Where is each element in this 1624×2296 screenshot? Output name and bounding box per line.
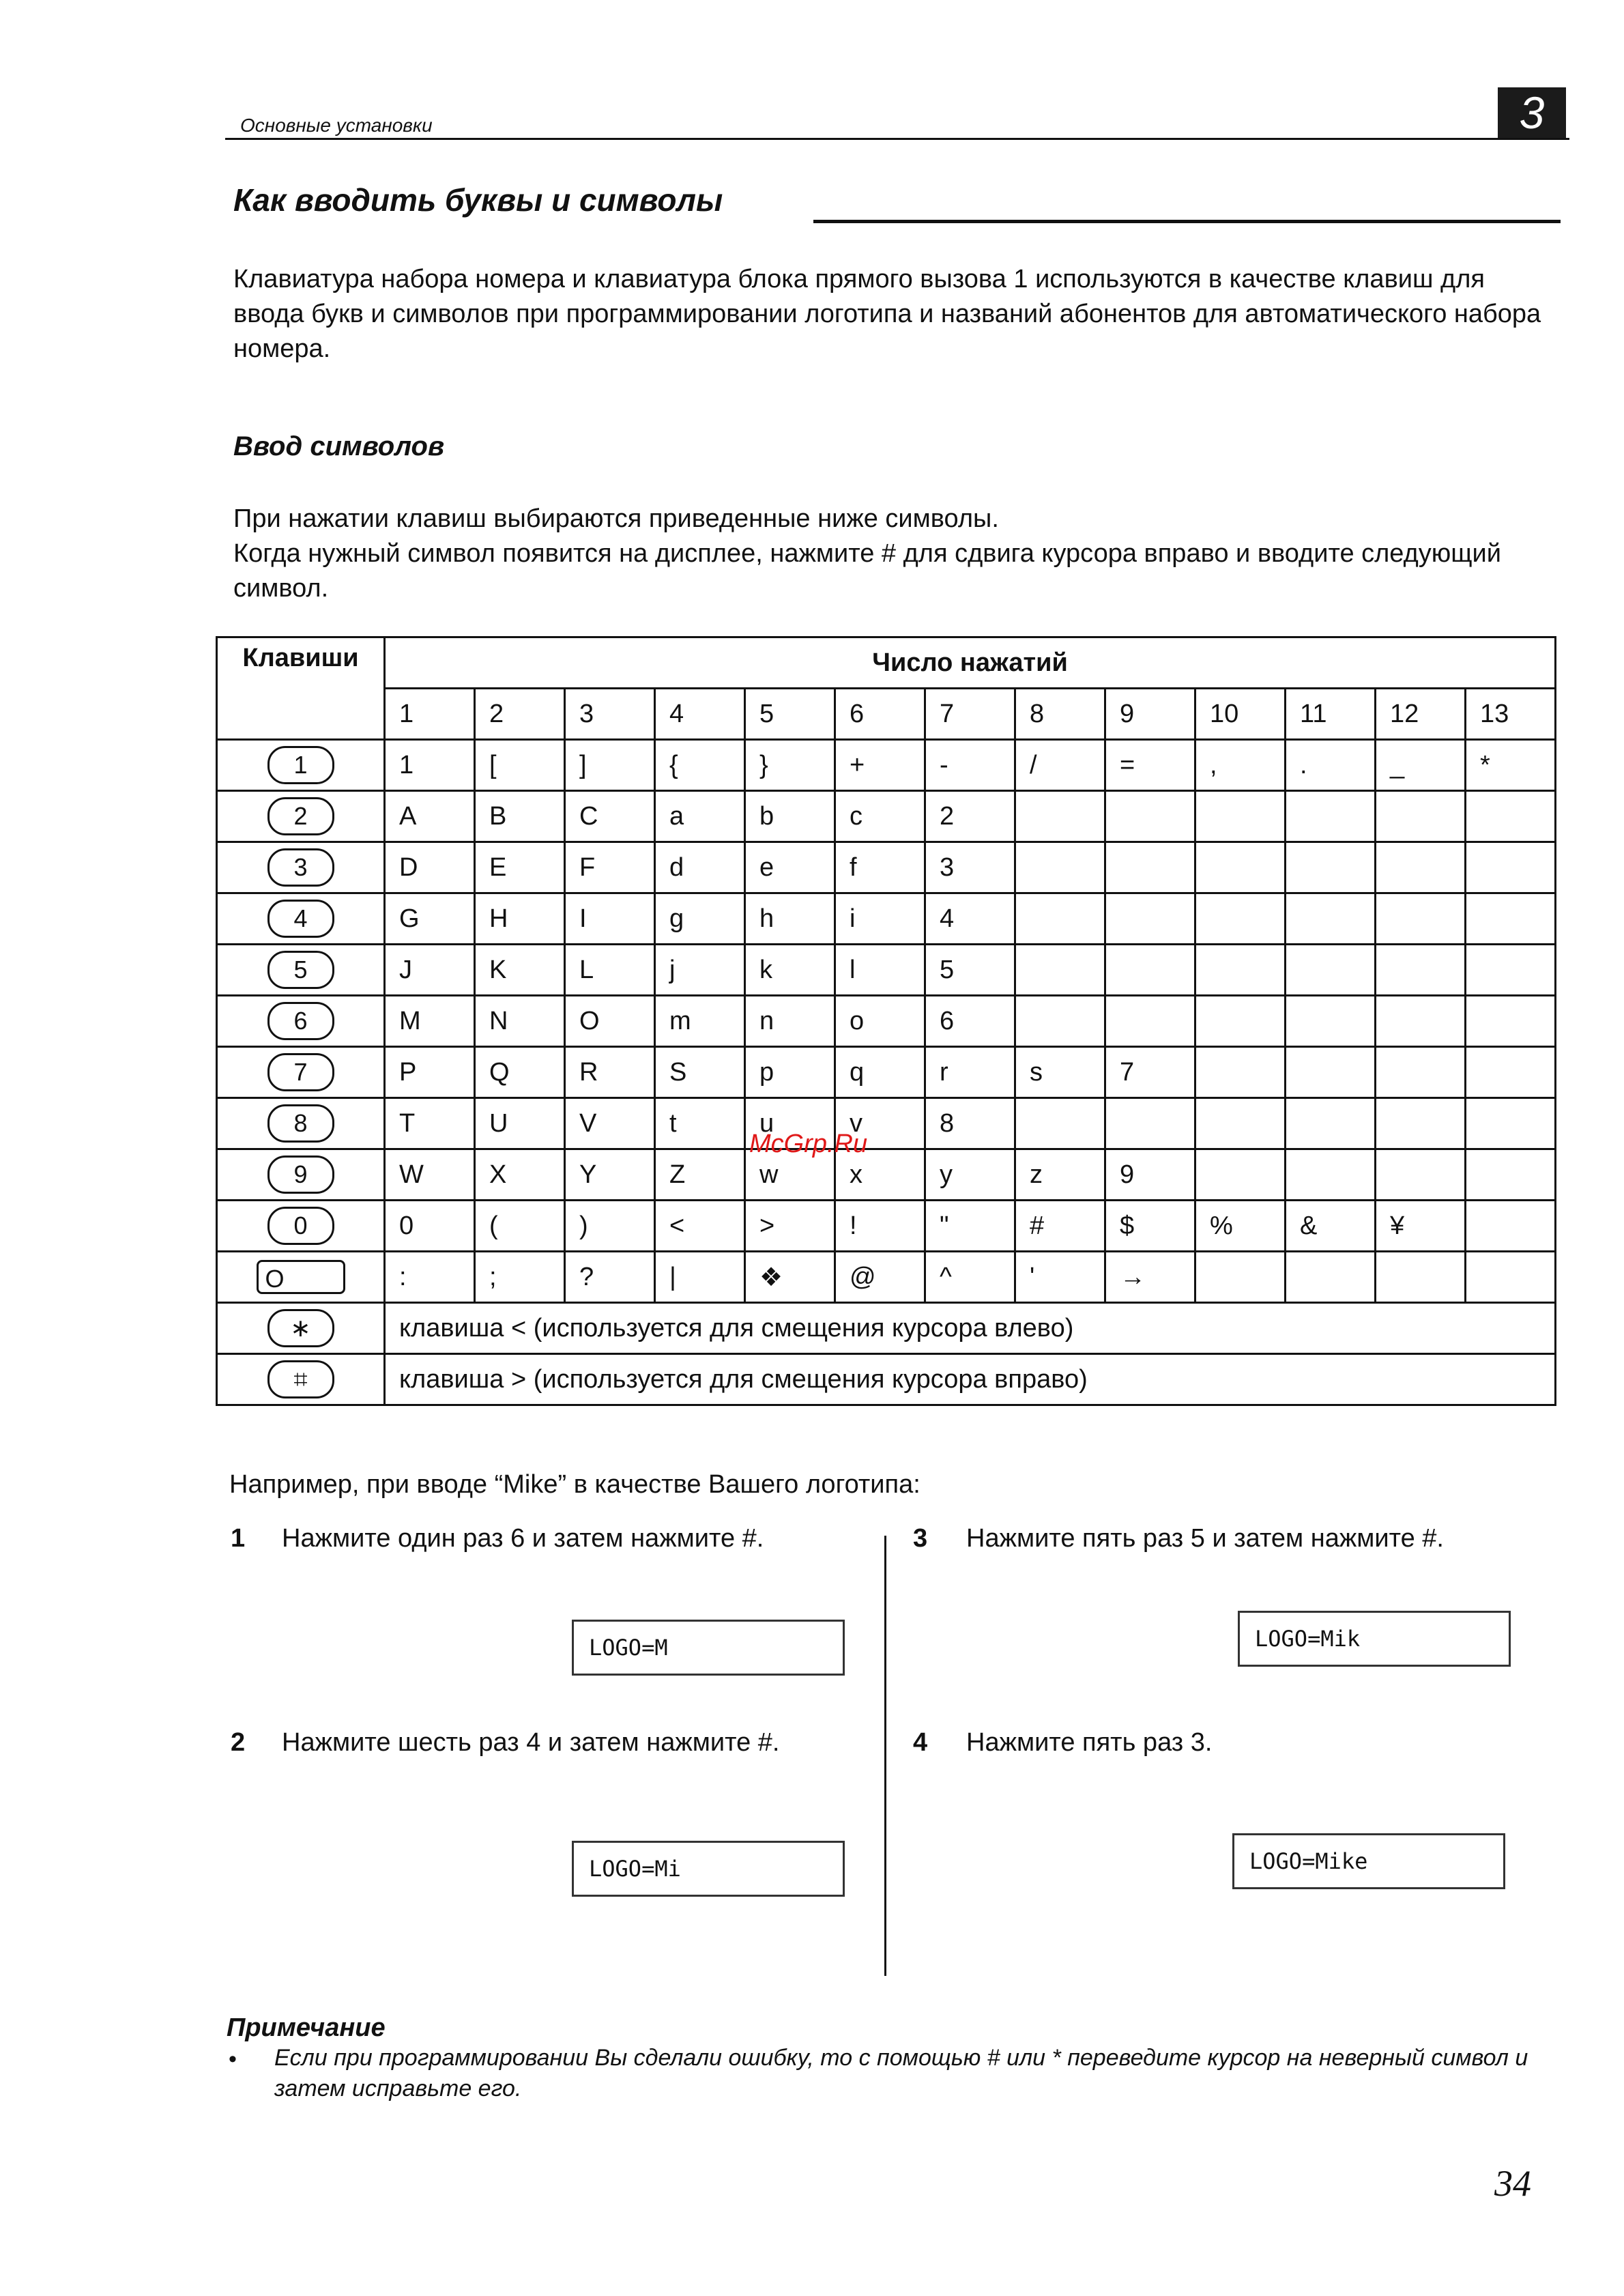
table-cell: - bbox=[925, 740, 1015, 791]
key-7-button-icon: 7 bbox=[267, 1053, 334, 1091]
table-cell bbox=[1015, 842, 1105, 893]
table-cell bbox=[1466, 996, 1556, 1047]
table-cell: B bbox=[475, 791, 565, 842]
table-cell: J bbox=[385, 945, 475, 996]
table-cell: e bbox=[745, 842, 835, 893]
table-cell bbox=[1015, 893, 1105, 945]
table-cell: ❖ bbox=[745, 1252, 835, 1303]
table-cell: h bbox=[745, 893, 835, 945]
count-cell: 3 bbox=[565, 689, 655, 740]
table-cell: , bbox=[1195, 740, 1286, 791]
key-9-button-icon: 9 bbox=[267, 1156, 334, 1194]
step-2-number: 2 bbox=[231, 1728, 246, 1757]
table-row bbox=[217, 740, 1556, 791]
table-cell: N bbox=[475, 996, 565, 1047]
intro-paragraph: Клавиатура набора номера и клавиатура блока прямого вызова 1 используются в качестве клавиш для ввода букв и символов при программировании логотипа и названий абонентов для автоматического набора номера. bbox=[233, 265, 1541, 363]
table-cell: & bbox=[1286, 1201, 1376, 1252]
key-cell bbox=[217, 1201, 385, 1252]
key-5-button-icon: 5 bbox=[267, 951, 334, 989]
table-cell: 8 bbox=[925, 1098, 1015, 1149]
table-cell: 4 bbox=[925, 893, 1015, 945]
table-cell: r bbox=[925, 1047, 1015, 1098]
count-cell: 2 bbox=[475, 689, 565, 740]
table-cell: D bbox=[385, 842, 475, 893]
hash-key-cell bbox=[217, 1354, 385, 1405]
table-cell: 0 bbox=[385, 1201, 475, 1252]
step-4-number: 4 bbox=[913, 1728, 928, 1757]
column-divider bbox=[884, 1536, 886, 1976]
note-text: Если при программировании Вы сделали ошибку, то с помощью # или * переведите курсор на неверный символ и затем исправьте его. bbox=[274, 2045, 1528, 2101]
table-cell: * bbox=[1466, 740, 1556, 791]
section-label: Основные установки bbox=[240, 115, 433, 136]
table-cell: 5 bbox=[925, 945, 1015, 996]
table-row bbox=[217, 1047, 1556, 1098]
table-cell: I bbox=[565, 893, 655, 945]
key-4-button-icon: 4 bbox=[267, 900, 334, 938]
table-row bbox=[217, 842, 1556, 893]
table-cell: n bbox=[745, 996, 835, 1047]
table-cell: w bbox=[745, 1149, 835, 1201]
table-row bbox=[217, 1201, 1556, 1252]
table-row bbox=[217, 945, 1556, 996]
key-1-button-icon: 1 bbox=[267, 746, 334, 784]
description-line-2: Когда нужный символ появится на дисплее, нажмите # для сдвига курсора вправо и вводите следующий символ. bbox=[233, 539, 1501, 603]
table-cell: M bbox=[385, 996, 475, 1047]
table-cell: W bbox=[385, 1149, 475, 1201]
table-cell bbox=[1376, 791, 1466, 842]
table-cell bbox=[1286, 1047, 1376, 1098]
table-cell: S bbox=[655, 1047, 745, 1098]
table-cell: ] bbox=[565, 740, 655, 791]
table-cell: q bbox=[835, 1047, 925, 1098]
table-cell bbox=[1105, 1098, 1195, 1149]
keys-header: Клавиши bbox=[217, 637, 385, 740]
table-cell bbox=[1286, 1149, 1376, 1201]
table-cell: ' bbox=[1015, 1252, 1105, 1303]
description bbox=[233, 502, 1557, 606]
table-cell bbox=[1195, 945, 1286, 996]
key-cell bbox=[217, 1252, 385, 1303]
table-cell: U bbox=[475, 1098, 565, 1149]
table-cell bbox=[1466, 1201, 1556, 1252]
step-2-text: Нажмите шесть раз 4 и затем нажмите #. bbox=[282, 1728, 780, 1757]
table-cell bbox=[1015, 996, 1105, 1047]
table-cell: R bbox=[565, 1047, 655, 1098]
table-cell bbox=[1286, 1098, 1376, 1149]
table-cell: d bbox=[655, 842, 745, 893]
table-cell bbox=[1015, 791, 1105, 842]
table-row bbox=[217, 996, 1556, 1047]
key-cell bbox=[217, 893, 385, 945]
table-cell: g bbox=[655, 893, 745, 945]
table-cell bbox=[1376, 1098, 1466, 1149]
table-cell bbox=[1466, 945, 1556, 996]
table-cell: ! bbox=[835, 1201, 925, 1252]
count-cell: 12 bbox=[1376, 689, 1466, 740]
key-o-button-icon: O bbox=[257, 1260, 345, 1294]
hash-row bbox=[217, 1354, 1556, 1405]
table-cell: y bbox=[925, 1149, 1015, 1201]
note-bullet: • bbox=[229, 2046, 237, 2072]
star-row bbox=[217, 1303, 1556, 1354]
table-cell bbox=[1286, 1252, 1376, 1303]
step-1-text: Нажмите один раз 6 и затем нажмите #. bbox=[282, 1524, 764, 1553]
table-cell bbox=[1286, 945, 1376, 996]
step-4-text: Нажмите пять раз 3. bbox=[966, 1728, 1213, 1757]
key-cell bbox=[217, 1149, 385, 1201]
count-cell: 13 bbox=[1466, 689, 1556, 740]
table-cell: P bbox=[385, 1047, 475, 1098]
star-description: клавиша < (используется для смещения курсора влево) bbox=[385, 1303, 1556, 1354]
table-cell bbox=[1286, 996, 1376, 1047]
table-cell: l bbox=[835, 945, 925, 996]
table-cell: v bbox=[835, 1098, 925, 1149]
table-cell: Y bbox=[565, 1149, 655, 1201]
step-3-text: Нажмите пять раз 5 и затем нажмите #. bbox=[966, 1524, 1444, 1553]
page-title: Как вводить буквы и символы bbox=[233, 182, 723, 218]
table-cell: _ bbox=[1376, 740, 1466, 791]
table-cell bbox=[1466, 842, 1556, 893]
count-cell: 1 bbox=[385, 689, 475, 740]
step-1-number: 1 bbox=[231, 1524, 246, 1553]
table-cell: A bbox=[385, 791, 475, 842]
table-cell bbox=[1286, 791, 1376, 842]
table-cell: s bbox=[1015, 1047, 1105, 1098]
table-cell: G bbox=[385, 893, 475, 945]
table-cell bbox=[1015, 945, 1105, 996]
key-cell bbox=[217, 740, 385, 791]
table-cell bbox=[1105, 893, 1195, 945]
table-row bbox=[217, 1252, 1556, 1303]
table-cell: o bbox=[835, 996, 925, 1047]
table-cell: z bbox=[1015, 1149, 1105, 1201]
table-cell bbox=[1195, 1252, 1286, 1303]
table-cell: V bbox=[565, 1098, 655, 1149]
key-cell bbox=[217, 842, 385, 893]
table-cell bbox=[1015, 1098, 1105, 1149]
table-cell: + bbox=[835, 740, 925, 791]
table-cell: c bbox=[835, 791, 925, 842]
table-cell: $ bbox=[1105, 1201, 1195, 1252]
count-cell: 9 bbox=[1105, 689, 1195, 740]
chapter-badge: 3 bbox=[1498, 87, 1566, 138]
table-cell: i bbox=[835, 893, 925, 945]
note-title: Примечание bbox=[227, 2013, 386, 2042]
watermark: McGrp.Ru bbox=[749, 1130, 868, 1158]
table-cell: Z bbox=[655, 1149, 745, 1201]
table-row bbox=[217, 1149, 1556, 1201]
table-cell: O bbox=[565, 996, 655, 1047]
section-subtitle: Ввод символов bbox=[233, 431, 445, 461]
table-cell: X bbox=[475, 1149, 565, 1201]
table-cell bbox=[1195, 1098, 1286, 1149]
table-cell bbox=[1466, 1252, 1556, 1303]
count-cell: 7 bbox=[925, 689, 1015, 740]
table-cell: j bbox=[655, 945, 745, 996]
table-cell: → bbox=[1105, 1252, 1195, 1303]
table-cell: m bbox=[655, 996, 745, 1047]
table-cell: ¥ bbox=[1376, 1201, 1466, 1252]
table-cell: 1 bbox=[385, 740, 475, 791]
example-intro: Например, при вводе “Mike” в качестве Вашего логотипа: bbox=[229, 1470, 920, 1499]
hash-description: клавиша > (используется для смещения курсора вправо) bbox=[385, 1354, 1556, 1405]
step-3-number: 3 bbox=[913, 1524, 928, 1553]
page-number: 34 bbox=[1494, 2163, 1531, 2204]
step-1-display: LOGO=M bbox=[572, 1620, 845, 1676]
count-cell: 10 bbox=[1195, 689, 1286, 740]
table-cell bbox=[1286, 842, 1376, 893]
table-cell bbox=[1195, 842, 1286, 893]
table-cell bbox=[1195, 893, 1286, 945]
table-cell: F bbox=[565, 842, 655, 893]
table-cell: Q bbox=[475, 1047, 565, 1098]
description-line-1: При нажатии клавиш выбираются приведенные ниже символы. bbox=[233, 504, 999, 533]
table-cell: T bbox=[385, 1098, 475, 1149]
table-cell: < bbox=[655, 1201, 745, 1252]
table-cell: . bbox=[1286, 740, 1376, 791]
table-cell bbox=[1195, 1047, 1286, 1098]
key-0-button-icon: 0 bbox=[267, 1207, 334, 1245]
table-cell: k bbox=[745, 945, 835, 996]
table-cell: @ bbox=[835, 1252, 925, 1303]
key-6-button-icon: 6 bbox=[267, 1002, 334, 1040]
count-cell: 6 bbox=[835, 689, 925, 740]
key-cell bbox=[217, 996, 385, 1047]
table-cell bbox=[1466, 791, 1556, 842]
table-cell: E bbox=[475, 842, 565, 893]
table-cell bbox=[1376, 945, 1466, 996]
table-cell: b bbox=[745, 791, 835, 842]
table-cell: { bbox=[655, 740, 745, 791]
table-cell bbox=[1376, 996, 1466, 1047]
table-cell bbox=[1195, 791, 1286, 842]
key-cell bbox=[217, 1047, 385, 1098]
table-cell: # bbox=[1015, 1201, 1105, 1252]
key-cell bbox=[217, 791, 385, 842]
table-cell: " bbox=[925, 1201, 1015, 1252]
count-header: Число нажатий bbox=[385, 637, 1556, 689]
star-key-cell bbox=[217, 1303, 385, 1354]
character-table bbox=[216, 636, 1556, 1406]
count-cell: 8 bbox=[1015, 689, 1105, 740]
step-3-display: LOGO=Mik bbox=[1238, 1611, 1511, 1667]
table-cell bbox=[1466, 1098, 1556, 1149]
count-cell: 5 bbox=[745, 689, 835, 740]
table-cell: ) bbox=[565, 1201, 655, 1252]
table-cell: C bbox=[565, 791, 655, 842]
table-cell: t bbox=[655, 1098, 745, 1149]
table-row bbox=[217, 893, 1556, 945]
table-cell bbox=[1105, 945, 1195, 996]
table-cell: u bbox=[745, 1098, 835, 1149]
table-body bbox=[217, 740, 1556, 1303]
table-cell: | bbox=[655, 1252, 745, 1303]
table-cell bbox=[1286, 893, 1376, 945]
table-cell: [ bbox=[475, 740, 565, 791]
table-cell: f bbox=[835, 842, 925, 893]
table-cell: 2 bbox=[925, 791, 1015, 842]
hash-key: ⌗ bbox=[267, 1360, 334, 1398]
star-key: ∗ bbox=[267, 1309, 334, 1347]
table-cell: p bbox=[745, 1047, 835, 1098]
table-cell: ( bbox=[475, 1201, 565, 1252]
table-cell bbox=[1376, 1149, 1466, 1201]
table-cell: > bbox=[745, 1201, 835, 1252]
table-cell bbox=[1466, 1149, 1556, 1201]
table-cell: x bbox=[835, 1149, 925, 1201]
count-cell: 4 bbox=[655, 689, 745, 740]
table-cell: K bbox=[475, 945, 565, 996]
table-cell: / bbox=[1015, 740, 1105, 791]
table-cell: } bbox=[745, 740, 835, 791]
table-cell: 3 bbox=[925, 842, 1015, 893]
table-cell: H bbox=[475, 893, 565, 945]
count-cell: 11 bbox=[1286, 689, 1376, 740]
table-row bbox=[217, 1098, 1556, 1149]
key-8-button-icon: 8 bbox=[267, 1104, 334, 1143]
table-cell: ? bbox=[565, 1252, 655, 1303]
table-cell: 7 bbox=[1105, 1047, 1195, 1098]
table-cell: L bbox=[565, 945, 655, 996]
table-cell bbox=[1195, 1149, 1286, 1201]
table-cell bbox=[1105, 791, 1195, 842]
count-row bbox=[217, 689, 1556, 740]
header-rule bbox=[225, 138, 1569, 140]
table-cell: ; bbox=[475, 1252, 565, 1303]
table-cell bbox=[1195, 996, 1286, 1047]
step-2-display: LOGO=Mi bbox=[572, 1841, 845, 1897]
key-cell bbox=[217, 1098, 385, 1149]
table-row bbox=[217, 791, 1556, 842]
title-rule bbox=[813, 220, 1561, 223]
table-cell bbox=[1105, 842, 1195, 893]
table-cell: 6 bbox=[925, 996, 1015, 1047]
table-cell: 9 bbox=[1105, 1149, 1195, 1201]
table-cell: ^ bbox=[925, 1252, 1015, 1303]
table-cell: a bbox=[655, 791, 745, 842]
table-cell bbox=[1376, 1047, 1466, 1098]
table-cell bbox=[1376, 842, 1466, 893]
table-cell bbox=[1376, 1252, 1466, 1303]
key-3-button-icon: 3 bbox=[267, 848, 334, 887]
table-cell bbox=[1105, 996, 1195, 1047]
key-2-button-icon: 2 bbox=[267, 797, 334, 835]
table-cell bbox=[1376, 893, 1466, 945]
table-cell: = bbox=[1105, 740, 1195, 791]
table-cell: : bbox=[385, 1252, 475, 1303]
key-cell bbox=[217, 945, 385, 996]
table-cell bbox=[1466, 1047, 1556, 1098]
table-cell bbox=[1466, 893, 1556, 945]
step-4-display: LOGO=Mike bbox=[1232, 1833, 1505, 1889]
table-cell: % bbox=[1195, 1201, 1286, 1252]
